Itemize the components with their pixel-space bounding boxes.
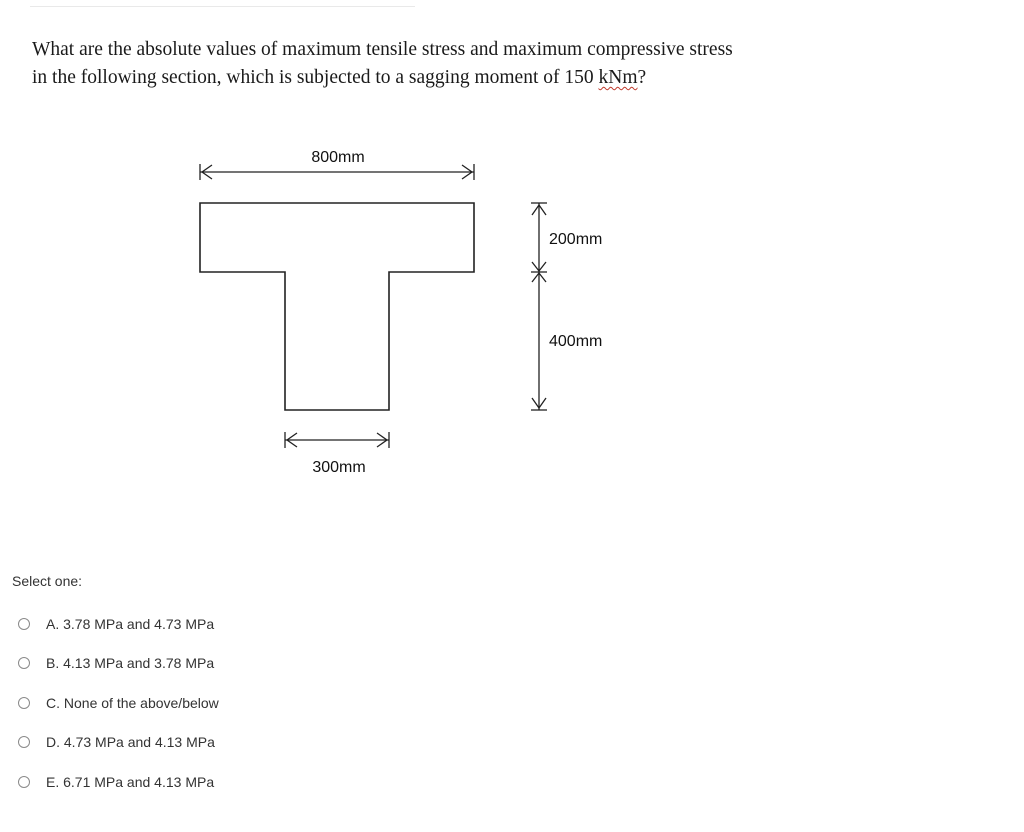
- option-label: D. 4.73 MPa and 4.13 MPa: [46, 734, 215, 751]
- option-d[interactable]: [18, 723, 219, 763]
- question-line-1: What are the absolute values of maximum tensile stress and maximum compressive stress: [32, 39, 733, 60]
- web-depth-label: 400mm: [549, 333, 603, 350]
- option-label: B. 4.13 MPa and 3.78 MPa: [46, 655, 215, 672]
- web-width-label: 300mm: [312, 459, 366, 476]
- flange-width-label: 800mm: [311, 149, 365, 166]
- answer-options: [18, 604, 219, 802]
- flange-width-dimension: [200, 164, 474, 180]
- question-unit: kNm: [598, 67, 638, 88]
- option-label: E. 6.71 MPa and 4.13 MPa: [46, 773, 215, 790]
- option-label: A. 3.78 MPa and 4.73 MPa: [46, 615, 215, 632]
- option-e[interactable]: [18, 762, 219, 802]
- question-line-2-text: in the following section, which is subjected to a sagging moment of 150: [32, 67, 599, 88]
- web-width-dimension: [285, 432, 389, 448]
- flange-depth-label: 200mm: [549, 231, 603, 248]
- depth-dimension: [531, 203, 547, 410]
- radio-button[interactable]: [18, 776, 30, 788]
- question-line-2-end: ?: [637, 67, 647, 88]
- radio-button[interactable]: [18, 657, 30, 669]
- radio-button[interactable]: [18, 736, 30, 748]
- option-a[interactable]: [18, 604, 219, 644]
- radio-button[interactable]: [18, 618, 30, 630]
- option-b[interactable]: [18, 644, 219, 684]
- select-one-label: Select one:: [12, 573, 83, 589]
- option-c[interactable]: [18, 683, 219, 723]
- option-label: C. None of the above/below: [46, 694, 219, 711]
- radio-button[interactable]: [18, 697, 30, 709]
- t-section-outline: [200, 203, 474, 410]
